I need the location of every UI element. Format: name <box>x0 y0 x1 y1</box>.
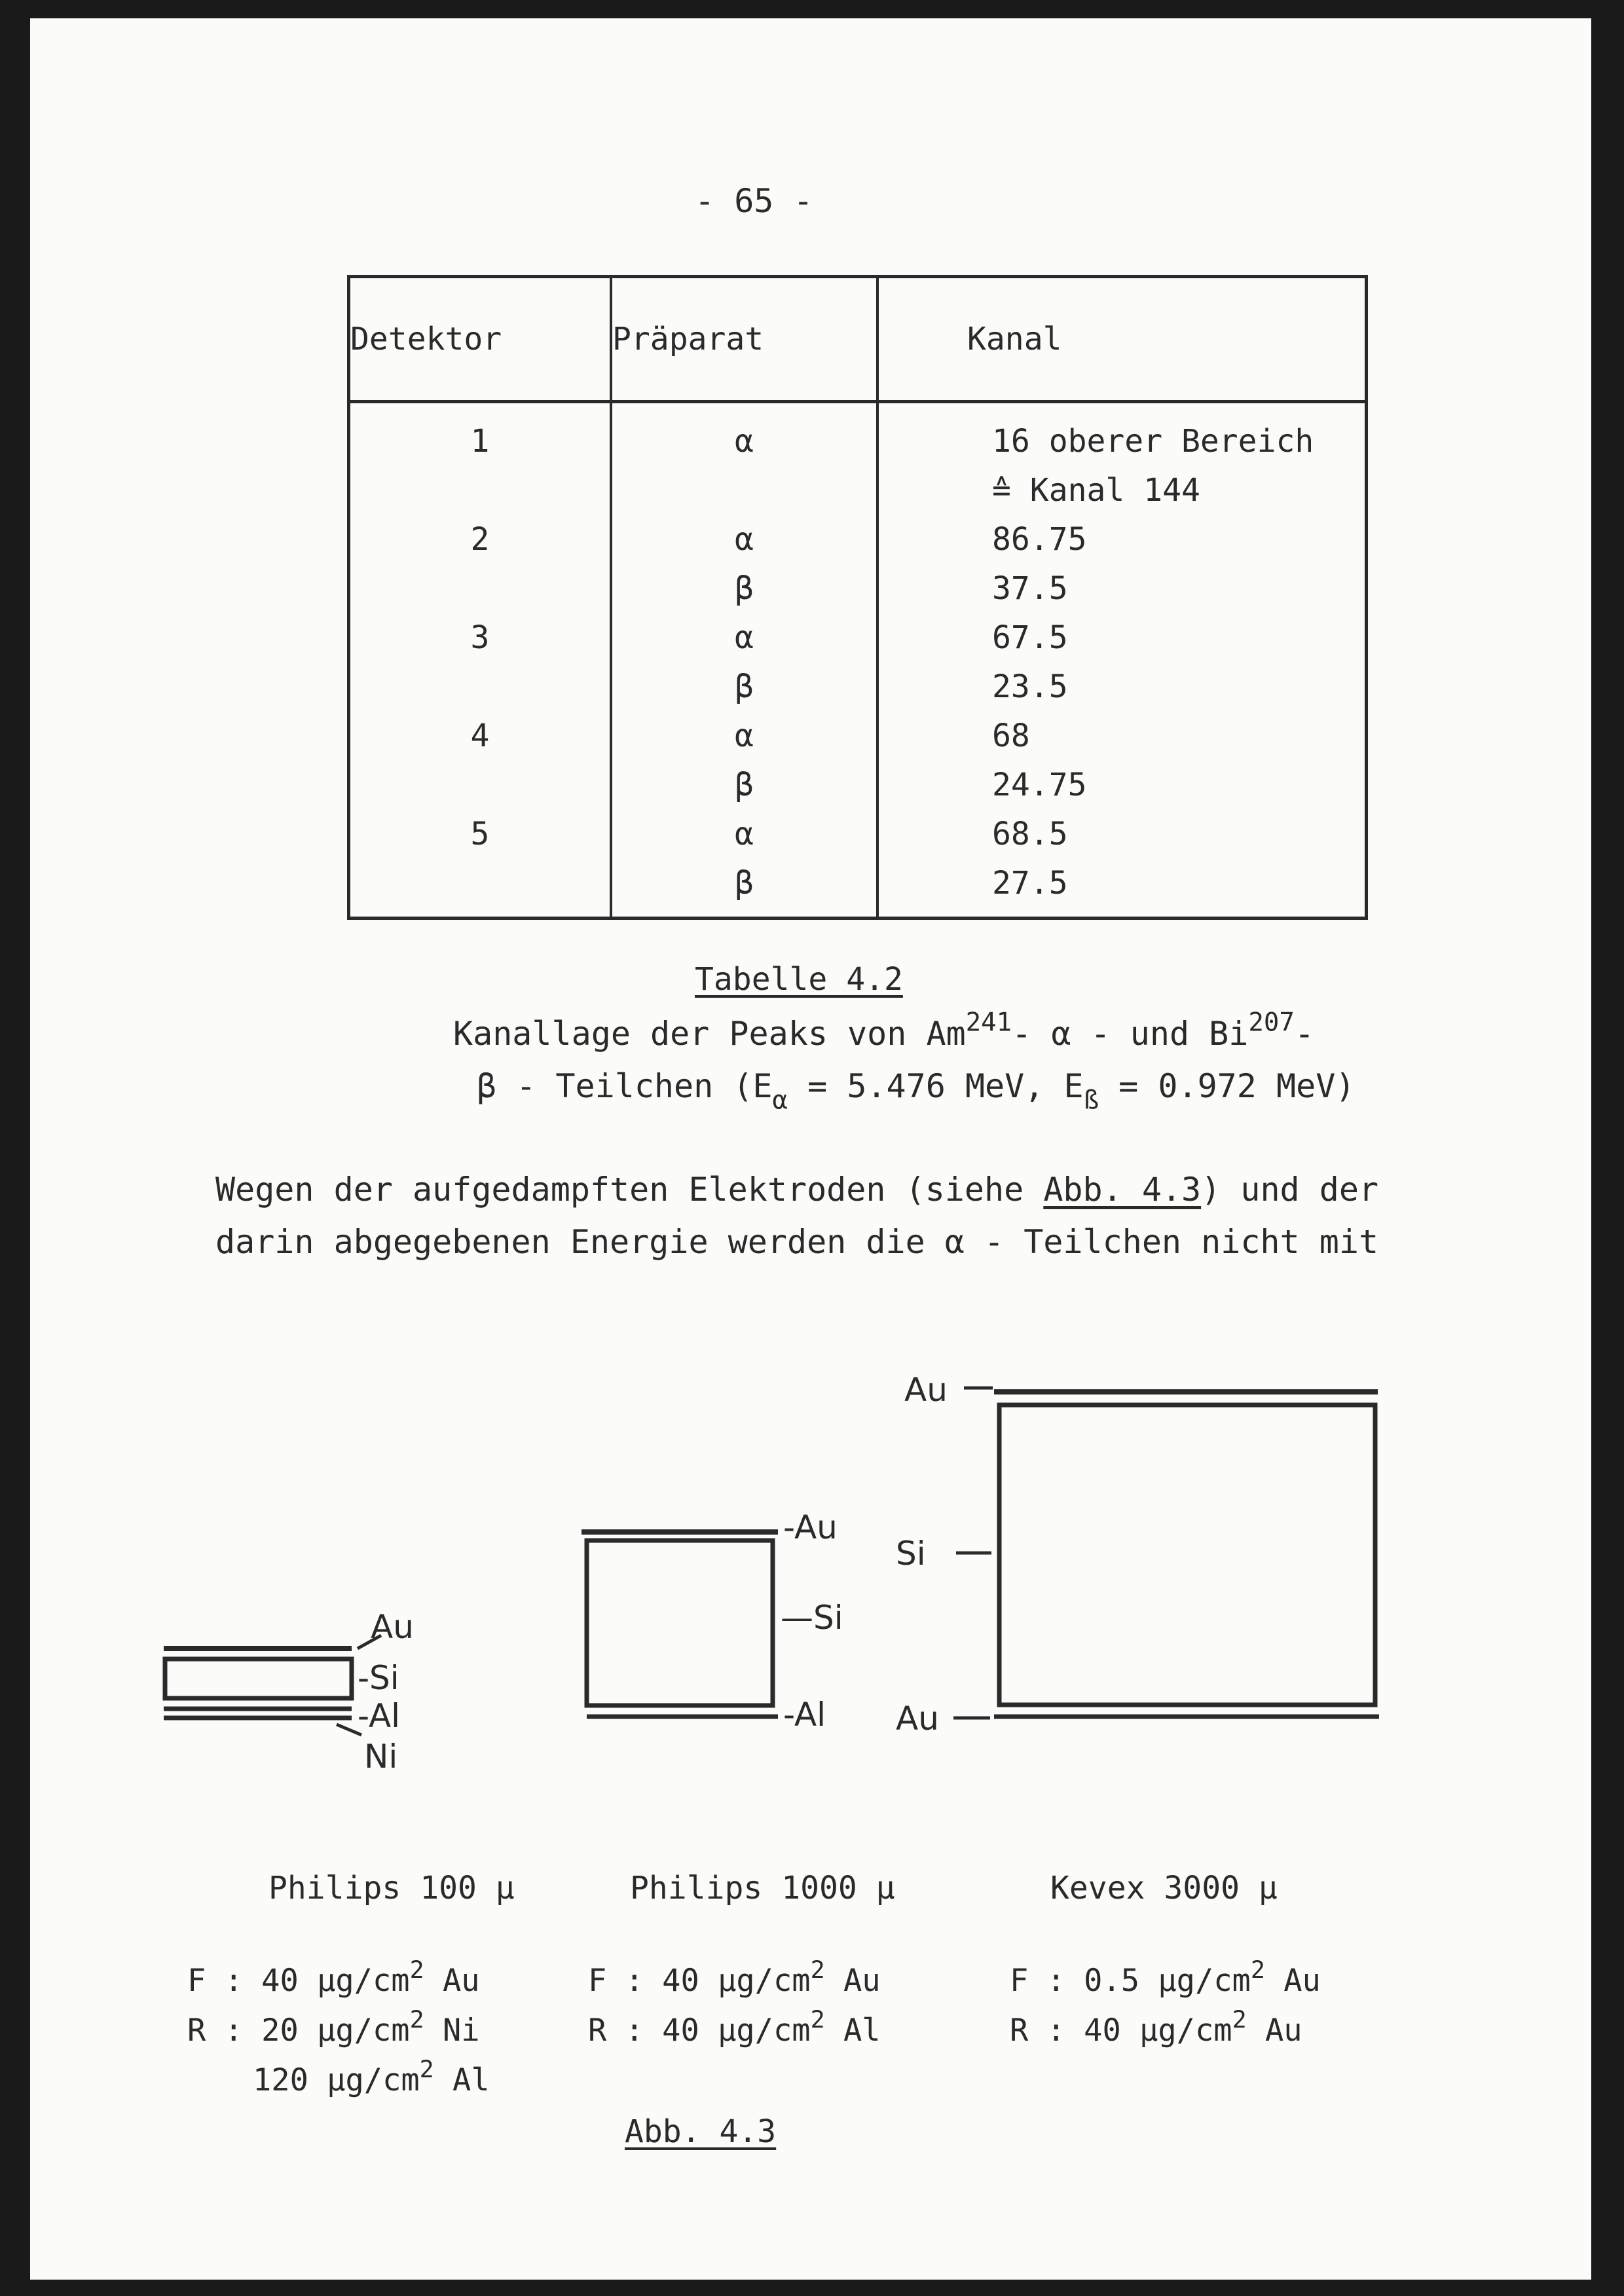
cell-praeparat: α <box>611 402 877 466</box>
spec-superscript: 2 <box>810 1955 825 1984</box>
caption-superscript: 241 <box>965 1008 1012 1038</box>
detector-kevex-3000 <box>953 1388 1379 1718</box>
cell-detektor: 4 <box>349 711 612 760</box>
caption-text: - α - und Bi <box>1012 1015 1249 1053</box>
spec-unit: Al <box>452 2062 490 2098</box>
spec-unit: Al <box>843 2013 881 2049</box>
cell-kanal: 23.5 <box>877 662 1367 711</box>
spec-text: F : 40 µg/cm <box>588 1963 811 1999</box>
cell-detektor: 1 <box>349 402 612 466</box>
body-text: Wegen der aufgedampften Elektroden (siehe <box>215 1171 1044 1209</box>
spec-text: R : 20 µg/cm <box>187 2013 410 2049</box>
cell-praeparat: β <box>611 662 877 711</box>
label-au-top: Au <box>904 1371 948 1409</box>
cell-praeparat: α <box>611 711 877 760</box>
spec-rear2-philips-100 <box>253 2054 490 2098</box>
spec-unit: Ni <box>442 2013 480 2049</box>
caption-subscript: α <box>772 1085 788 1116</box>
label-ni: Ni <box>364 1738 398 1776</box>
cell-praeparat: β <box>611 760 877 809</box>
si-body <box>999 1405 1375 1705</box>
spec-text: F : 0.5 µg/cm <box>1010 1963 1251 1999</box>
detector-diagram <box>30 18 1591 2280</box>
label-au: Au <box>371 1608 414 1646</box>
label-au: -Au <box>783 1508 838 1546</box>
spec-superscript: 2 <box>810 2005 825 2033</box>
caption-text: Kanallage der Peaks von Am <box>453 1015 966 1053</box>
label-al: -Al <box>783 1696 826 1734</box>
cell-kanal: 86.75 <box>877 515 1367 564</box>
cell-praeparat: β <box>611 858 877 919</box>
spec-superscript: 2 <box>409 2005 424 2033</box>
si-body <box>587 1540 773 1705</box>
cell-kanal: 27.5 <box>877 858 1367 919</box>
header-praeparat: Präparat <box>611 277 877 402</box>
spec-front-philips-1000 <box>588 1955 881 1999</box>
caption-text: = 5.476 MeV, E <box>788 1067 1084 1105</box>
cell-praeparat: α <box>611 613 877 662</box>
cell-praeparat: α <box>611 515 877 564</box>
cell-kanal: 24.75 <box>877 760 1367 809</box>
body-paragraph-line-2: darin abgegebenen Energie werden die α - Teilchen nicht mit <box>215 1223 1379 1261</box>
cell-detektor: 5 <box>349 809 612 858</box>
spec-front-kevex-3000 <box>1010 1955 1321 1999</box>
cell-detektor: 3 <box>349 613 612 662</box>
figure-reference-link[interactable]: Abb. 4.3 <box>1043 1171 1202 1209</box>
cell-kanal: 16 oberer Bereich <box>877 402 1367 466</box>
spec-superscript: 2 <box>1250 1955 1265 1984</box>
si-body <box>165 1659 352 1698</box>
label-si: Si <box>896 1535 926 1573</box>
caption-subscript: ß <box>1083 1085 1099 1116</box>
caption-superscript: 207 <box>1248 1008 1295 1038</box>
header-kanal: Kanal <box>877 277 1367 402</box>
cell-kanal: 37.5 <box>877 564 1367 613</box>
spec-unit: Au <box>843 1963 881 1999</box>
spec-text: R : 40 µg/cm <box>1010 2013 1232 2049</box>
cell-kanal: 68 <box>877 711 1367 760</box>
detector-philips-100 <box>164 1635 381 1735</box>
header-detektor: Detektor <box>349 277 612 402</box>
spec-unit: Au <box>1264 2013 1302 2049</box>
spec-superscript: 2 <box>1232 2005 1247 2033</box>
cell-kanal: ≙ Kanal 144 <box>877 465 1367 515</box>
page-number: - 65 - <box>695 182 813 220</box>
spec-text: R : 40 µg/cm <box>588 2013 811 2049</box>
cell-detektor: 2 <box>349 515 612 564</box>
cell-praeparat: β <box>611 564 877 613</box>
cell-kanal: 67.5 <box>877 613 1367 662</box>
spec-unit: Au <box>1283 1963 1321 1999</box>
table-caption-title: Tabelle 4.2 <box>695 961 903 998</box>
detector-name-philips-100: Philips 100 µ <box>268 1870 515 1906</box>
label-al: -Al <box>358 1697 401 1735</box>
detector-philips-1000 <box>581 1532 778 1717</box>
spec-rear-kevex-3000 <box>1010 2005 1302 2049</box>
body-text: ) und der <box>1201 1171 1379 1209</box>
spec-front-philips-100 <box>187 1955 480 1999</box>
spec-superscript: 2 <box>419 2054 434 2083</box>
detector-name-philips-1000: Philips 1000 µ <box>630 1870 895 1906</box>
spec-text: F : 40 µg/cm <box>187 1963 410 1999</box>
spec-rear-philips-100 <box>187 2005 480 2049</box>
cell-praeparat: α <box>611 809 877 858</box>
caption-text: - <box>1294 1015 1314 1053</box>
cell-kanal: 68.5 <box>877 809 1367 858</box>
label-si: —Si <box>781 1599 843 1637</box>
spec-text: 120 µg/cm <box>253 2062 420 2098</box>
spec-superscript: 2 <box>409 1955 424 1984</box>
spec-rear-philips-1000 <box>588 2005 881 2049</box>
document-page <box>30 18 1591 2280</box>
caption-text: β - Teilchen (E <box>477 1067 773 1105</box>
label-au-bottom: Au <box>896 1700 939 1738</box>
figure-caption-title: Abb. 4.3 <box>625 2113 777 2150</box>
label-si: -Si <box>358 1659 399 1697</box>
spec-unit: Au <box>442 1963 480 1999</box>
caption-text: = 0.972 MeV) <box>1099 1067 1356 1105</box>
detector-name-kevex-3000: Kevex 3000 µ <box>1050 1870 1278 1906</box>
